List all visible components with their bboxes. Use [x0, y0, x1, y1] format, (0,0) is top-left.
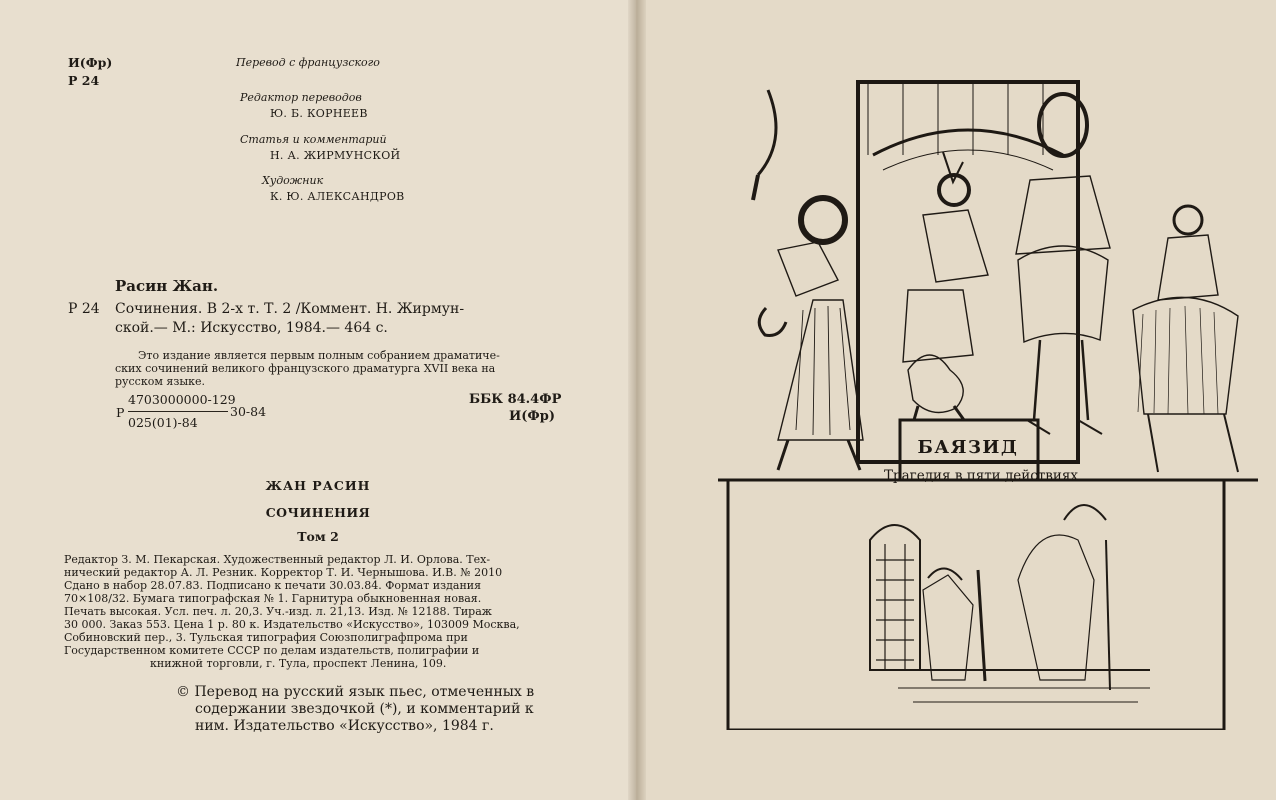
bibliographic-line-1: Сочинения. В 2-х т. Т. 2 /Коммент. Н. Жирмун-	[115, 301, 465, 317]
description-line-2: ских сочинений великого французского драматурга XVII века на	[115, 362, 496, 375]
description-line-1: Это издание является первым полным собранием драматиче-	[138, 349, 500, 362]
imprint-line-4: 70×108/32. Бумага типографская № 1. Гарнитура обыкновенная новая.	[64, 592, 482, 605]
artist-label: Художник	[262, 174, 324, 187]
imprint-line-2: нический редактор А. Л. Резник. Корректор Т. И. Чернышова. И.В. № 2010	[64, 566, 503, 579]
author-caps: ЖАН РАСИН	[265, 478, 371, 493]
imprint-line-9: книжной торговли, г. Тула, проспект Ленина, 109.	[150, 657, 447, 670]
translation-note: Перевод с французского	[236, 56, 380, 69]
play-subtitle: Трагедия в пяти действиях	[883, 468, 1079, 484]
code-denominator: 025(01)-84	[128, 415, 198, 430]
copyright-line-1: © Перевод на русский язык пьес, отмеченных в	[176, 684, 535, 700]
copyright-line-3: ним. Издательство «Искусство», 1984 г.	[195, 718, 494, 734]
code-numerator: 4703000000-129	[128, 392, 236, 407]
imprint-line-3: Сдано в набор 28.07.83. Подписано к печати 30.03.84. Формат издания	[64, 579, 482, 592]
commentary-label: Статья и комментарий	[240, 133, 387, 146]
code-suffix: 30-84	[230, 404, 267, 419]
copyright-line-2: содержании звездочкой (*), и комментарий к	[195, 701, 534, 717]
imprint-line-5: Печать высокая. Усл. печ. л. 20,3. Уч.-изд. л. 21,13. Изд. № 12188. Тираж	[64, 605, 492, 618]
code-prefix: Р	[116, 405, 125, 420]
theatre-illustration	[718, 70, 1258, 730]
imprint-line-1: Редактор З. М. Пекарская. Художественный редактор Л. И. Орлова. Тех-	[64, 553, 491, 566]
artist-name: К. Ю. АЛЕКСАНДРОВ	[270, 190, 405, 203]
volume: Том 2	[297, 529, 339, 544]
bbk-index: И(Фр)	[509, 409, 556, 424]
book-gutter	[628, 0, 646, 800]
imprint-line-7: Собиновский пер., 3. Тульская типография Союзполиграфпрома при	[64, 631, 468, 644]
editor-name: Ю. Б. КОРНЕЕВ	[270, 107, 368, 120]
commentary-name: Н. А. ЖИРМУНСКОЙ	[270, 149, 401, 162]
bbk-code: ББК 84.4ФР	[469, 392, 562, 407]
play-title: БАЯЗИД	[917, 437, 1019, 458]
left-page	[0, 0, 636, 800]
bibliographic-line-2: ской.— М.: Искусство, 1984.— 464 с.	[115, 320, 388, 336]
imprint-line-8: Государственном комитете СССР по делам издательств, полиграфии и	[64, 644, 480, 657]
work-caps: СОЧИНЕНИЯ	[265, 505, 371, 520]
description-line-3: русском языке.	[115, 375, 205, 388]
catalog-index: И(Фр)	[68, 55, 113, 70]
catalog-code: Р 24	[68, 73, 100, 88]
editor-label: Редактор переводов	[240, 91, 362, 104]
imprint-line-6: 30 000. Заказ 553. Цена 1 р. 80 к. Издательство «Искусство», 103009 Москва,	[64, 618, 520, 631]
author-heading: Расин Жан.	[115, 277, 219, 295]
fraction-line	[128, 411, 228, 412]
side-code: Р 24	[68, 301, 100, 317]
